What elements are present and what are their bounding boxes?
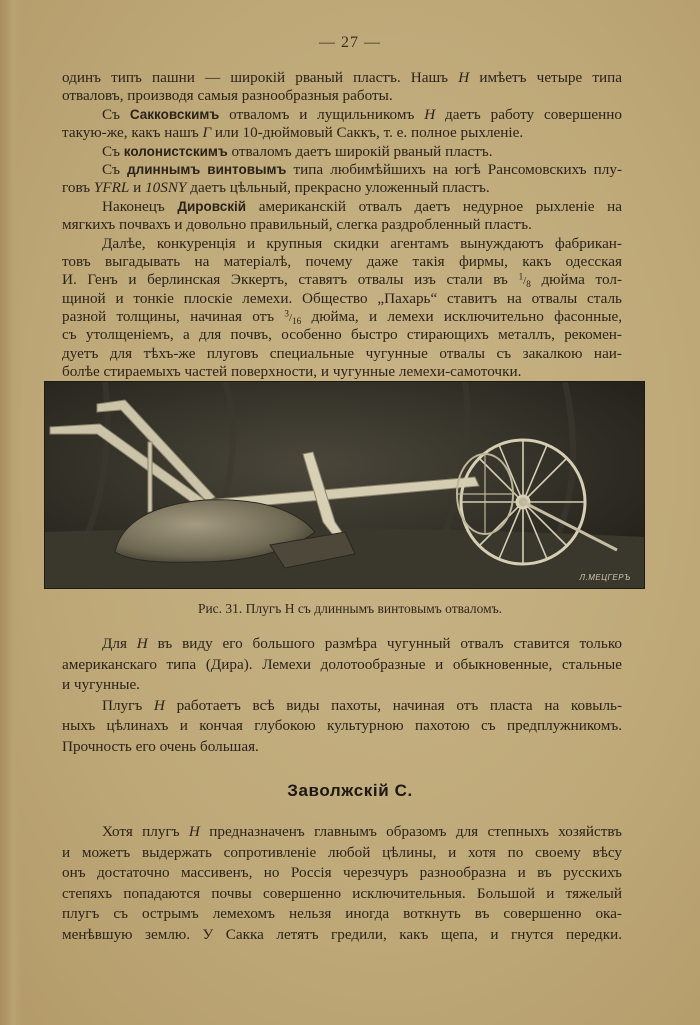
- text-line: степяхъ попадаются почвы совершенно исключительныя. Большой и тяжелый: [62, 884, 622, 902]
- paragraph-deere: Наконецъ Дировскій американскій отвалъ даетъ недурное рыхленіе на: [102, 197, 622, 215]
- text-line: дуетъ для тѣхъ-же плуговъ специальные чугунные отвалы съ закалкою наи-: [62, 344, 622, 362]
- text-line: товъ выгадывать на матеріалѣ, почему даже такія фирмы, какъ одесская: [62, 252, 622, 270]
- fraction-one-eighth: $^1/_8$: [518, 271, 531, 290]
- paragraph-sakkovsky: Съ Сакковскимъ отваломъ и лущильникомъ Н даетъ работу совершенно: [102, 105, 623, 123]
- page-binding-edge: [0, 0, 22, 1025]
- text-line: разной толщины, начиная отъ $^3/_{16}$ дюйма, и лемехи исключительно фасонные,: [62, 308, 623, 327]
- text-line: онъ достаточно массивенъ, но Россія черезчуръ разнообразна и въ русскихъ: [62, 864, 622, 882]
- text-line: и чугунные.: [62, 676, 140, 694]
- paragraph-cast-iron: Для Н въ виду его большого размѣра чугунный отвалъ ставится только: [102, 635, 623, 652]
- paragraph-competition: Далѣе, конкуренція и крупныя скидки агентамъ вынуждаютъ фабрикан-: [102, 234, 622, 252]
- text-line: и можетъ выдержать сопротивленіе любой цѣлины, и хотя по своему вѣсу: [62, 843, 622, 861]
- plough-small-wheel: [457, 454, 513, 534]
- text-line: мягкихъ почвахъ и довольно правильный, слегка раздробленный пластъ.: [62, 216, 532, 234]
- paragraph-long-screw: Съ длиннымъ винтовымъ типа любимѣйшихъ на югѣ Рансомовскихъ плу-: [102, 160, 623, 178]
- text-line: болѣе стираемыхъ частей поверхности, и чугунные лемехи-самоточки.: [62, 363, 522, 381]
- text-line: плугъ съ острымъ лемехомъ нельзя иногда воткнуть въ совершенно ока-: [62, 905, 622, 923]
- text-block-upper: [62, 69, 622, 382]
- fraction-three-sixteenths: $^3/_{16}$: [284, 308, 302, 327]
- photographer-signature: Л.МЕЦГЕРЪ: [579, 573, 631, 582]
- text-line: говъ YFRL и 10SNY даетъ цѣльный, прекрасно уложенный пластъ.: [62, 179, 490, 197]
- text-line: американскаго типа (Дира). Лемехи долотообразные и обыкновенные, стальные: [62, 655, 622, 673]
- paragraph-ploughing: Плугъ Н работаетъ всѣ виды пахоты, начиная отъ пласта на ковыль-: [102, 696, 623, 714]
- page-number: — 27 —: [319, 34, 381, 51]
- figure-caption: Рис. 31. Плугъ Н съ длиннымъ винтовымъ отваломъ.: [197, 601, 503, 616]
- text-line: щиной и тонкіе плоскіе лемехи. Общество „Пахарь“ ставитъ на отвалы сталь: [62, 289, 622, 307]
- text-line: И. Генъ и берлинская Эккертъ, ставятъ отвалы изъ стали въ $^1/_8$ дюйма тол-: [62, 271, 623, 290]
- text-line: такую-же, какъ нашъ Г или 10-дюймовый Саккъ, т. е. полное рыхленіе.: [62, 124, 524, 142]
- text-line: ныхъ цѣлинахъ и кончая глубокою культурною пахотою съ предплужникомъ.: [62, 717, 622, 735]
- text-block-lower: [62, 822, 622, 946]
- paragraph-zavolzhsky: Хотя плугъ Н предназначенъ главнымъ образомъ для степныхъ хозяйствъ: [102, 823, 623, 840]
- text-line: съ утолщеніемъ, а для почвъ, особенно быстро стирающихъ металлъ, рекомен-: [62, 326, 622, 344]
- section-heading: Заволжскій С.: [287, 781, 413, 800]
- plough-photograph: [44, 381, 645, 589]
- text-line: Прочность его очень большая.: [62, 737, 259, 755]
- text-line: одинъ типъ пашни — широкій рваный пластъ. Нашъ Н имѣетъ четыре типа: [62, 69, 623, 86]
- paragraph-colonist: Съ колонистскимъ отваломъ даетъ широкій рваный пластъ.: [102, 142, 493, 160]
- plough-illustration: [45, 382, 644, 588]
- text-block-middle: [62, 634, 622, 758]
- text-line: менѣвшую землю. У Сакка летятъ гредили, какъ щепа, и гнутся передки.: [62, 925, 622, 943]
- text-line: отваловъ, производя самыя разнообразныя работы.: [62, 87, 393, 105]
